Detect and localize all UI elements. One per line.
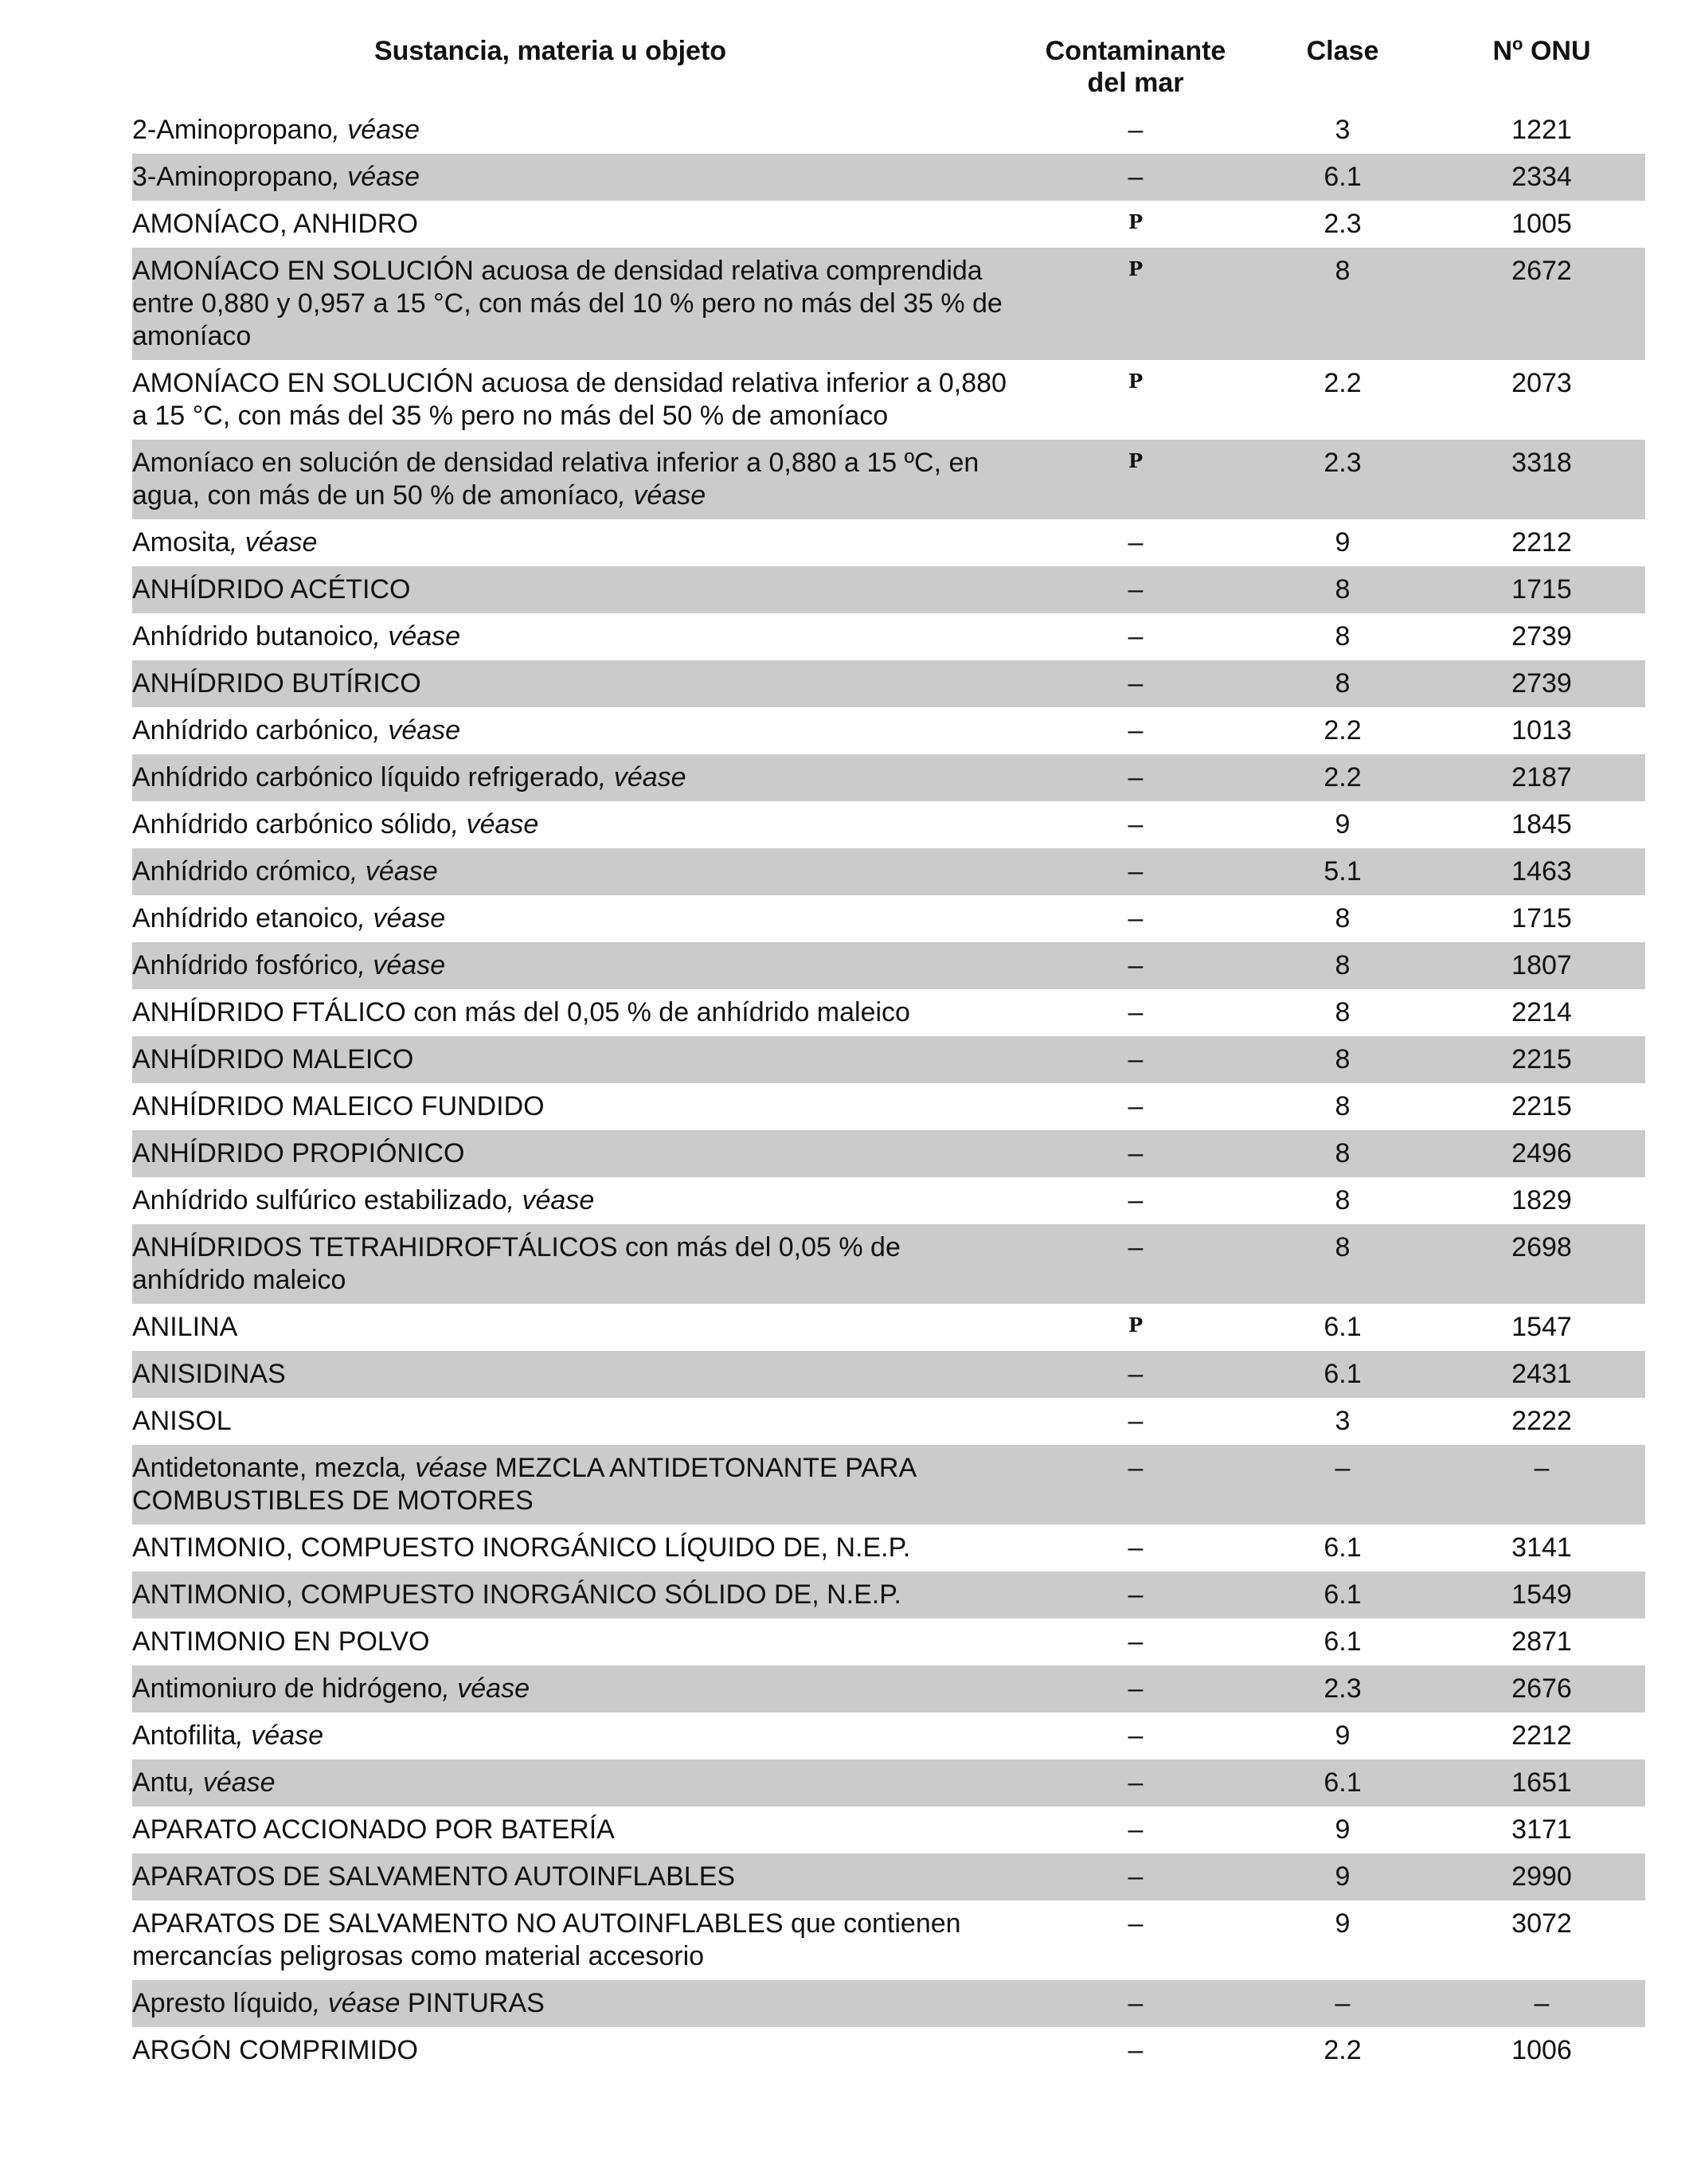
substance-name: ARGÓN COMPRIMIDO	[132, 2035, 418, 2065]
substance-cell	[132, 989, 1024, 1036]
see-reference: , véase	[187, 1767, 276, 1798]
substance-cell	[132, 154, 1024, 201]
substance-name: Anhídrido etanoico	[132, 903, 358, 933]
marine-pollutant-cell	[1024, 1665, 1247, 1712]
table-row	[132, 1900, 1645, 1980]
substance-name: Antofilita	[132, 1720, 237, 1751]
class-cell: 8	[1335, 1185, 1351, 1215]
class-cell: 2.2	[1324, 2035, 1362, 2065]
substance-name: Amoníaco en solución de densidad relativa inferior a 0,880 a 15 ºC, en agua, con más de un 50 % de amoníaco	[132, 448, 979, 511]
table-row	[132, 1524, 1645, 1571]
marine-pollutant-dash: –	[1128, 1453, 1144, 1483]
un-number-cell: 1715	[1511, 903, 1572, 933]
substance-cell	[132, 1665, 1024, 1712]
table-row	[132, 1177, 1645, 1224]
class-cell: 2.2	[1324, 368, 1362, 398]
substance-cell	[132, 1618, 1024, 1665]
marine-pollutant-cell	[1024, 1853, 1247, 1900]
table-row	[132, 1130, 1645, 1177]
class-cell: 8	[1247, 248, 1438, 360]
class-cell: 6.1	[1247, 154, 1438, 201]
table-row	[132, 942, 1645, 989]
un-number-cell: 2676	[1438, 1665, 1645, 1712]
marine-pollutant-dash: –	[1128, 621, 1144, 652]
table-row	[132, 1712, 1645, 1759]
header-marine-line1: Contaminante	[1045, 36, 1226, 66]
substance-cell	[132, 440, 1024, 519]
un-number-cell: 1845	[1511, 809, 1572, 840]
see-reference: , véase	[229, 527, 318, 558]
marine-pollutant-dash: –	[1128, 997, 1144, 1027]
substance-name: Apresto líquido	[132, 1988, 313, 2018]
substance-cell	[132, 1759, 1024, 1806]
table-row	[132, 660, 1645, 707]
marine-pollutant-cell	[1024, 1980, 1247, 2027]
marine-pollutant-cell	[1024, 707, 1247, 754]
marine-pollutant-cell	[1024, 848, 1247, 895]
substance-name: ANHÍDRIDO BUTÍRICO	[132, 668, 421, 699]
marine-pollutant-cell	[1024, 1351, 1247, 1398]
marine-pollutant-dash: –	[1128, 1988, 1144, 2018]
table-row	[132, 154, 1645, 201]
table-row	[132, 1351, 1645, 1398]
un-number-cell: 2222	[1511, 1406, 1572, 1436]
marine-pollutant-cell	[1024, 613, 1247, 660]
substance-cell	[132, 1036, 1024, 1083]
class-cell: 9	[1247, 1853, 1438, 1900]
marine-pollutant-mark: P	[1128, 449, 1144, 472]
class-cell: 9	[1335, 809, 1351, 840]
marine-pollutant-cell	[1024, 2027, 1247, 2074]
substance-name: 2-Aminopropano	[132, 115, 333, 145]
marine-pollutant-cell	[1024, 519, 1247, 566]
marine-pollutant-cell	[1024, 1571, 1247, 1618]
un-number-cell: 2739	[1438, 660, 1645, 707]
substance-cell	[132, 1083, 1024, 1130]
un-number-cell: 3141	[1511, 1532, 1572, 1563]
header-class: Clase	[1306, 36, 1379, 66]
substance-cell	[132, 1853, 1024, 1900]
un-number-cell: 2187	[1438, 754, 1645, 801]
table-row	[132, 1398, 1645, 1445]
substance-cell	[132, 1224, 1024, 1304]
marine-pollutant-dash: –	[1128, 1185, 1144, 1215]
substance-name: ANILINA	[132, 1312, 238, 1342]
see-reference: , véase	[618, 480, 706, 511]
substance-cell	[132, 1524, 1024, 1571]
marine-pollutant-cell	[1024, 248, 1247, 360]
marine-pollutant-dash: –	[1128, 903, 1144, 933]
substance-cell	[132, 1571, 1024, 1618]
marine-pollutant-dash: –	[1128, 1720, 1144, 1751]
table-row	[132, 201, 1645, 248]
marine-pollutant-dash: –	[1128, 715, 1144, 746]
substance-cell	[132, 360, 1024, 440]
see-reference: , véase	[312, 1988, 401, 2018]
marine-pollutant-cell	[1024, 1224, 1247, 1304]
marine-pollutant-dash: –	[1128, 950, 1144, 980]
substance-name: Anhídrido butanoico	[132, 621, 373, 652]
marine-pollutant-dash: –	[1128, 1406, 1144, 1436]
class-cell: 6.1	[1247, 1759, 1438, 1806]
marine-pollutant-dash: –	[1128, 574, 1144, 605]
substance-name: APARATOS DE SALVAMENTO NO AUTOINFLABLES que contienen mercancías peligrosas como material accesorio	[132, 1908, 961, 1971]
un-number-cell: 2698	[1438, 1224, 1645, 1304]
substance-name: AMONÍACO EN SOLUCIÓN acuosa de densidad relativa inferior a 0,880 a 15 °C, con más del 35 % pero no más del 50 % de amoníaco	[132, 368, 1007, 431]
class-cell: 9	[1335, 1908, 1351, 1939]
see-reference: , véase	[373, 621, 461, 652]
marine-pollutant-dash: –	[1128, 1861, 1144, 1892]
table-row	[132, 248, 1645, 360]
substance-cell	[132, 1900, 1024, 1980]
marine-pollutant-dash: –	[1128, 527, 1144, 558]
table-row	[132, 440, 1645, 519]
substance-name: AMONÍACO EN SOLUCIÓN acuosa de densidad relativa comprendida entre 0,880 y 0,957 a 15 °C, con más del 10 % pero no más del 35 % de amoníaco	[132, 256, 1003, 351]
un-number-cell: 2215	[1438, 1036, 1645, 1083]
substance-name: APARATO ACCIONADO POR BATERÍA	[132, 1814, 615, 1845]
substance-cell	[132, 1130, 1024, 1177]
substance-name: Amosita	[132, 527, 230, 558]
substance-cell	[132, 895, 1024, 942]
see-reference: , véase	[350, 856, 438, 887]
table-row	[132, 1618, 1645, 1665]
marine-pollutant-cell	[1024, 801, 1247, 848]
see-reference: , véase	[451, 809, 539, 840]
marine-pollutant-dash: –	[1128, 762, 1144, 793]
marine-pollutant-cell	[1024, 1398, 1247, 1445]
substance-cell	[132, 107, 1024, 154]
un-number-cell: 2871	[1511, 1626, 1572, 1657]
marine-pollutant-cell	[1024, 360, 1247, 440]
marine-pollutant-cell	[1024, 1036, 1247, 1083]
substance-name: Anhídrido carbónico	[132, 715, 373, 746]
substance-name: ANHÍDRIDO MALEICO	[132, 1044, 414, 1074]
marine-pollutant-cell	[1024, 1806, 1247, 1853]
un-number-cell: 2073	[1511, 368, 1572, 398]
substance-cell	[132, 1351, 1024, 1398]
marine-pollutant-cell	[1024, 440, 1247, 519]
class-cell: 2.2	[1324, 715, 1362, 746]
substance-cell	[132, 848, 1024, 895]
substance-name: ANHÍDRIDO FTÁLICO con más del 0,05 % de anhídrido maleico	[132, 997, 910, 1027]
header-un-prefix: N	[1492, 36, 1513, 66]
substance-cell	[132, 201, 1024, 248]
un-number-cell: 1463	[1438, 848, 1645, 895]
marine-pollutant-cell	[1024, 201, 1247, 248]
see-reference: , véase	[373, 715, 461, 746]
table-row	[132, 1806, 1645, 1853]
substance-cell	[132, 1712, 1024, 1759]
table-row	[132, 1036, 1645, 1083]
class-cell: 9	[1335, 1814, 1351, 1845]
header-marine-line2: del mar	[1087, 68, 1184, 98]
class-cell: 2.3	[1247, 1665, 1438, 1712]
substance-name: ANHÍDRIDO ACÉTICO	[132, 574, 411, 605]
un-number-cell: 2212	[1511, 527, 1572, 558]
see-reference: , véase	[236, 1720, 324, 1751]
class-cell: 5.1	[1247, 848, 1438, 895]
see-reference: , véase	[332, 162, 420, 192]
see-reference: , véase	[506, 1185, 595, 1215]
substance-cell	[132, 1980, 1024, 2027]
marine-pollutant-dash: –	[1128, 1091, 1144, 1121]
substance-cell	[132, 613, 1024, 660]
class-cell: 6.1	[1247, 1571, 1438, 1618]
substance-name: Anhídrido carbónico líquido refrigerado	[132, 762, 599, 793]
substance-name: Antu	[132, 1767, 188, 1798]
dangerous-goods-table	[132, 35, 1645, 2074]
un-number-cell: 2672	[1438, 248, 1645, 360]
class-cell: 9	[1335, 1720, 1351, 1751]
un-number-cell: –	[1438, 1445, 1645, 1524]
see-reference: , véase	[332, 115, 420, 145]
substance-name: Antimoniuro de hidrógeno	[132, 1673, 443, 1704]
un-number-cell: 1651	[1438, 1759, 1645, 1806]
substance-name: ANTIMONIO, COMPUESTO INORGÁNICO SÓLIDO DE, N.E.P.	[132, 1579, 901, 1610]
un-number-cell: 3072	[1511, 1908, 1572, 1939]
class-cell: 6.1	[1324, 1312, 1362, 1342]
table-body	[132, 107, 1645, 2074]
substance-name: Anhídrido crómico	[132, 856, 351, 887]
class-cell: 8	[1247, 660, 1438, 707]
substance-cell	[132, 707, 1024, 754]
table-row	[132, 1445, 1645, 1524]
substance-cell	[132, 1445, 1024, 1524]
un-number-cell: 2212	[1511, 1720, 1572, 1751]
un-number-cell: 3318	[1438, 440, 1645, 519]
un-number-cell: 2496	[1438, 1130, 1645, 1177]
substance-name: Anhídrido carbónico sólido	[132, 809, 452, 840]
substance-cell	[132, 248, 1024, 360]
class-cell: 8	[1247, 1036, 1438, 1083]
marine-pollutant-dash: –	[1128, 809, 1144, 840]
table-row	[132, 801, 1645, 848]
substance-name: Anhídrido sulfúrico estabilizado	[132, 1185, 507, 1215]
header-substance: Sustancia, materia u objeto	[373, 36, 727, 66]
table-row	[132, 1665, 1645, 1712]
marine-pollutant-dash: –	[1128, 1908, 1144, 1939]
see-target: PINTURAS	[400, 1988, 545, 2018]
un-number-cell: 2334	[1438, 154, 1645, 201]
class-cell: 6.1	[1247, 1351, 1438, 1398]
class-cell: 8	[1335, 1091, 1351, 1121]
marine-pollutant-cell	[1024, 754, 1247, 801]
marine-pollutant-cell	[1024, 660, 1247, 707]
marine-pollutant-dash: –	[1128, 856, 1144, 887]
un-number-cell: 1013	[1511, 715, 1572, 746]
header-un-sup: o	[1512, 33, 1523, 54]
un-number-cell: 1006	[1511, 2035, 1572, 2065]
class-cell: 2.2	[1247, 754, 1438, 801]
table-row	[132, 754, 1645, 801]
class-cell: 8	[1247, 1224, 1438, 1304]
marine-pollutant-dash: –	[1128, 2035, 1144, 2065]
marine-pollutant-cell	[1024, 1900, 1247, 1980]
header-row	[132, 35, 1645, 107]
substance-name: ANTIMONIO, COMPUESTO INORGÁNICO LÍQUIDO DE, N.E.P.	[132, 1532, 911, 1563]
substance-cell	[132, 942, 1024, 989]
substance-name: Antidetonante, mezcla	[132, 1453, 401, 1483]
marine-pollutant-cell	[1024, 1524, 1247, 1571]
marine-pollutant-dash: –	[1128, 1767, 1144, 1798]
un-number-cell: 1221	[1511, 115, 1572, 145]
marine-pollutant-cell	[1024, 1618, 1247, 1665]
class-cell: 8	[1335, 621, 1351, 652]
marine-pollutant-mark: P	[1128, 1313, 1144, 1337]
table-row	[132, 1224, 1645, 1304]
class-cell: –	[1247, 1445, 1438, 1524]
header-un-suffix: ONU	[1523, 36, 1591, 66]
header-un-number	[1438, 35, 1645, 107]
substance-name: Anhídrido fosfórico	[132, 950, 358, 980]
marine-pollutant-cell	[1024, 154, 1247, 201]
substance-cell	[132, 660, 1024, 707]
un-number-cell: 1547	[1511, 1312, 1572, 1342]
substance-name: AMONÍACO, ANHIDRO	[132, 209, 418, 239]
marine-pollutant-dash: –	[1128, 1673, 1144, 1704]
class-cell: 2.3	[1324, 209, 1362, 239]
marine-pollutant-mark: P	[1128, 370, 1144, 393]
table-row	[132, 566, 1645, 613]
marine-pollutant-cell	[1024, 1712, 1247, 1759]
marine-pollutant-cell	[1024, 942, 1247, 989]
class-cell: 8	[1247, 942, 1438, 989]
substance-cell	[132, 519, 1024, 566]
substance-name: ANHÍDRIDOS TETRAHIDROFTÁLICOS con más del 0,05 % de anhídrido maleico	[132, 1232, 901, 1295]
table-row	[132, 848, 1645, 895]
substance-cell	[132, 566, 1024, 613]
un-number-cell: 1549	[1438, 1571, 1645, 1618]
class-cell: –	[1247, 1980, 1438, 2027]
see-reference: , véase	[598, 762, 686, 793]
table-row	[132, 360, 1645, 440]
un-number-cell: –	[1438, 1980, 1645, 2027]
substance-name: ANHÍDRIDO MALEICO FUNDIDO	[132, 1091, 545, 1121]
class-cell: 6.1	[1324, 1626, 1362, 1657]
table-row	[132, 1980, 1645, 2027]
class-cell: 2.3	[1247, 440, 1438, 519]
marine-pollutant-dash: –	[1128, 1138, 1144, 1168]
table-row	[132, 707, 1645, 754]
see-reference: , véase	[358, 903, 446, 933]
page	[132, 35, 1645, 2074]
substance-cell	[132, 1304, 1024, 1351]
table-row	[132, 1853, 1645, 1900]
marine-pollutant-dash: –	[1128, 1044, 1144, 1074]
table-row	[132, 1083, 1645, 1130]
marine-pollutant-mark: P	[1128, 210, 1144, 233]
marine-pollutant-dash: –	[1128, 1579, 1144, 1610]
class-cell: 8	[1335, 997, 1351, 1027]
marine-pollutant-dash: –	[1128, 162, 1144, 192]
substance-cell	[132, 754, 1024, 801]
see-reference: , véase	[442, 1673, 530, 1704]
table-row	[132, 613, 1645, 660]
class-cell: 8	[1247, 1130, 1438, 1177]
header-marine-pollutant	[1024, 35, 1247, 107]
un-number-cell: 3171	[1511, 1814, 1572, 1845]
substance-name: 3-Aminopropano	[132, 162, 333, 192]
marine-pollutant-dash: –	[1128, 115, 1144, 145]
substance-cell	[132, 1398, 1024, 1445]
class-cell: 8	[1247, 566, 1438, 613]
substance-name: APARATOS DE SALVAMENTO AUTOINFLABLES	[132, 1861, 736, 1892]
marine-pollutant-cell	[1024, 895, 1247, 942]
table-row	[132, 989, 1645, 1036]
marine-pollutant-cell	[1024, 1083, 1247, 1130]
class-cell: 9	[1335, 527, 1351, 558]
substance-name: ANISOL	[132, 1406, 232, 1436]
see-reference: , véase	[400, 1453, 488, 1483]
see-reference: , véase	[358, 950, 446, 980]
table-row	[132, 895, 1645, 942]
un-number-cell: 1005	[1511, 209, 1572, 239]
un-number-cell: 2215	[1511, 1091, 1572, 1121]
un-number-cell: 1715	[1438, 566, 1645, 613]
substance-cell	[132, 2027, 1024, 2074]
marine-pollutant-cell	[1024, 566, 1247, 613]
marine-pollutant-dash: –	[1128, 1814, 1144, 1845]
marine-pollutant-cell	[1024, 1445, 1247, 1524]
marine-pollutant-cell	[1024, 1130, 1247, 1177]
table-row	[132, 2027, 1645, 2074]
table-row	[132, 1304, 1645, 1351]
marine-pollutant-cell	[1024, 1759, 1247, 1806]
see-target: MEZCLA ANTIDETONANTE PARA COMBUSTIBLES DE MOTORES	[132, 1453, 916, 1516]
substance-name: ANHÍDRIDO PROPIÓNICO	[132, 1138, 465, 1168]
table-row	[132, 1759, 1645, 1806]
table-row	[132, 519, 1645, 566]
table-row	[132, 107, 1645, 154]
marine-pollutant-dash: –	[1128, 1532, 1144, 1563]
un-number-cell: 2739	[1511, 621, 1572, 652]
substance-name: ANISIDINAS	[132, 1359, 286, 1389]
un-number-cell: 1807	[1438, 942, 1645, 989]
table-row	[132, 1571, 1645, 1618]
class-cell: 6.1	[1324, 1532, 1362, 1563]
marine-pollutant-dash: –	[1128, 1626, 1144, 1657]
un-number-cell: 1829	[1511, 1185, 1572, 1215]
marine-pollutant-dash: –	[1128, 668, 1144, 699]
class-cell: 3	[1335, 1406, 1351, 1436]
substance-cell	[132, 801, 1024, 848]
marine-pollutant-cell	[1024, 989, 1247, 1036]
marine-pollutant-cell	[1024, 1304, 1247, 1351]
class-cell: 3	[1335, 115, 1351, 145]
un-number-cell: 2990	[1438, 1853, 1645, 1900]
marine-pollutant-cell	[1024, 1177, 1247, 1224]
marine-pollutant-dash: –	[1128, 1359, 1144, 1389]
substance-cell	[132, 1177, 1024, 1224]
marine-pollutant-mark: P	[1128, 257, 1144, 280]
substance-cell	[132, 1806, 1024, 1853]
class-cell: 8	[1335, 903, 1351, 933]
substance-name: ANTIMONIO EN POLVO	[132, 1626, 430, 1657]
marine-pollutant-cell	[1024, 107, 1247, 154]
marine-pollutant-dash: –	[1128, 1232, 1144, 1262]
un-number-cell: 2214	[1511, 997, 1572, 1027]
un-number-cell: 2431	[1438, 1351, 1645, 1398]
